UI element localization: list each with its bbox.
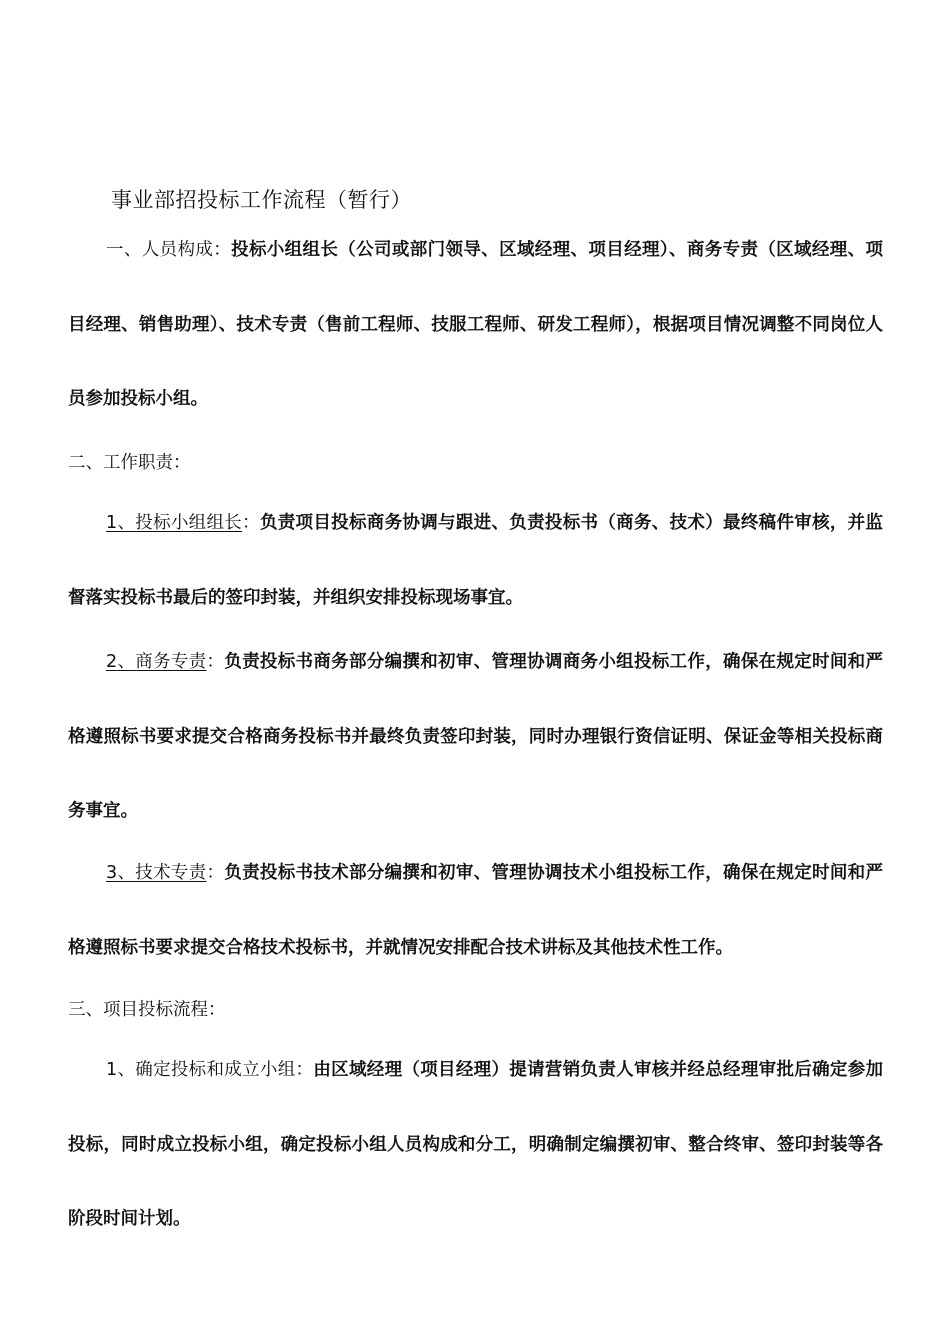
section3-heading: 三、项目投标流程： xyxy=(68,1000,226,1020)
duty-item-group-leader xyxy=(68,486,883,635)
duty-item-lead: 2、商务专责 xyxy=(106,652,207,672)
duty-item-business xyxy=(68,625,883,849)
duty-item-body: 负责投标书技术部分编撰和初审、管理协调技术小组投标工作，确保在规定时间和严格遵照标书要求提交合格技术投标书，并就情况安排配合技术讲标及其他技术性工作。 xyxy=(68,863,883,958)
duty-item-body: 负责项目投标商务协调与跟进、负责投标书（商务、技术）最终稿件审核，并监督落实投标书最后的签印封装，并组织安排投标现场事宜。 xyxy=(68,513,883,608)
duty-item-lead: 1、投标小组组长 xyxy=(106,513,243,533)
duty-item-separator: ： xyxy=(242,513,260,533)
duty-item-separator: ： xyxy=(206,863,225,883)
duty-item-separator: ： xyxy=(206,652,225,672)
document-title: 事业部招投标工作流程（暂行） xyxy=(111,188,412,212)
section1-lead: 一、人员构成： xyxy=(106,240,232,260)
process-item-body: 由区域经理（项目经理）提请营销负责人审核并经总经理审批后确定参加投标，同时成立投标小组，确定投标小组人员构成和分工，明确制定编撰初审、整合终审、签印封装等各阶段时间计划。 xyxy=(68,1060,884,1229)
duty-item-technical xyxy=(68,836,883,985)
section1-body: 投标小组组长（公司或部门领导、区域经理、项目经理）、商务专责（区域经理、项目经理、销售助理）、技术专责（售前工程师、技服工程师、研发工程师），根据项目情况调整不同岗位人员参加投标小组。 xyxy=(68,240,884,409)
section2-heading: 二、工作职责： xyxy=(68,453,191,473)
duty-item-lead: 3、技术专责 xyxy=(106,863,207,883)
process-item-lead: 1、确定投标和成立小组： xyxy=(106,1060,314,1080)
section1-paragraph xyxy=(68,213,883,437)
process-item-confirm-bid xyxy=(68,1033,883,1257)
duty-item-body: 负责投标书商务部分编撰和初审、管理协调商务小组投标工作，确保在规定时间和严格遵照标书要求提交合格商务投标书并最终负责签印封装，同时办理银行资信证明、保证金等相关投标商务事宜。 xyxy=(68,652,883,821)
